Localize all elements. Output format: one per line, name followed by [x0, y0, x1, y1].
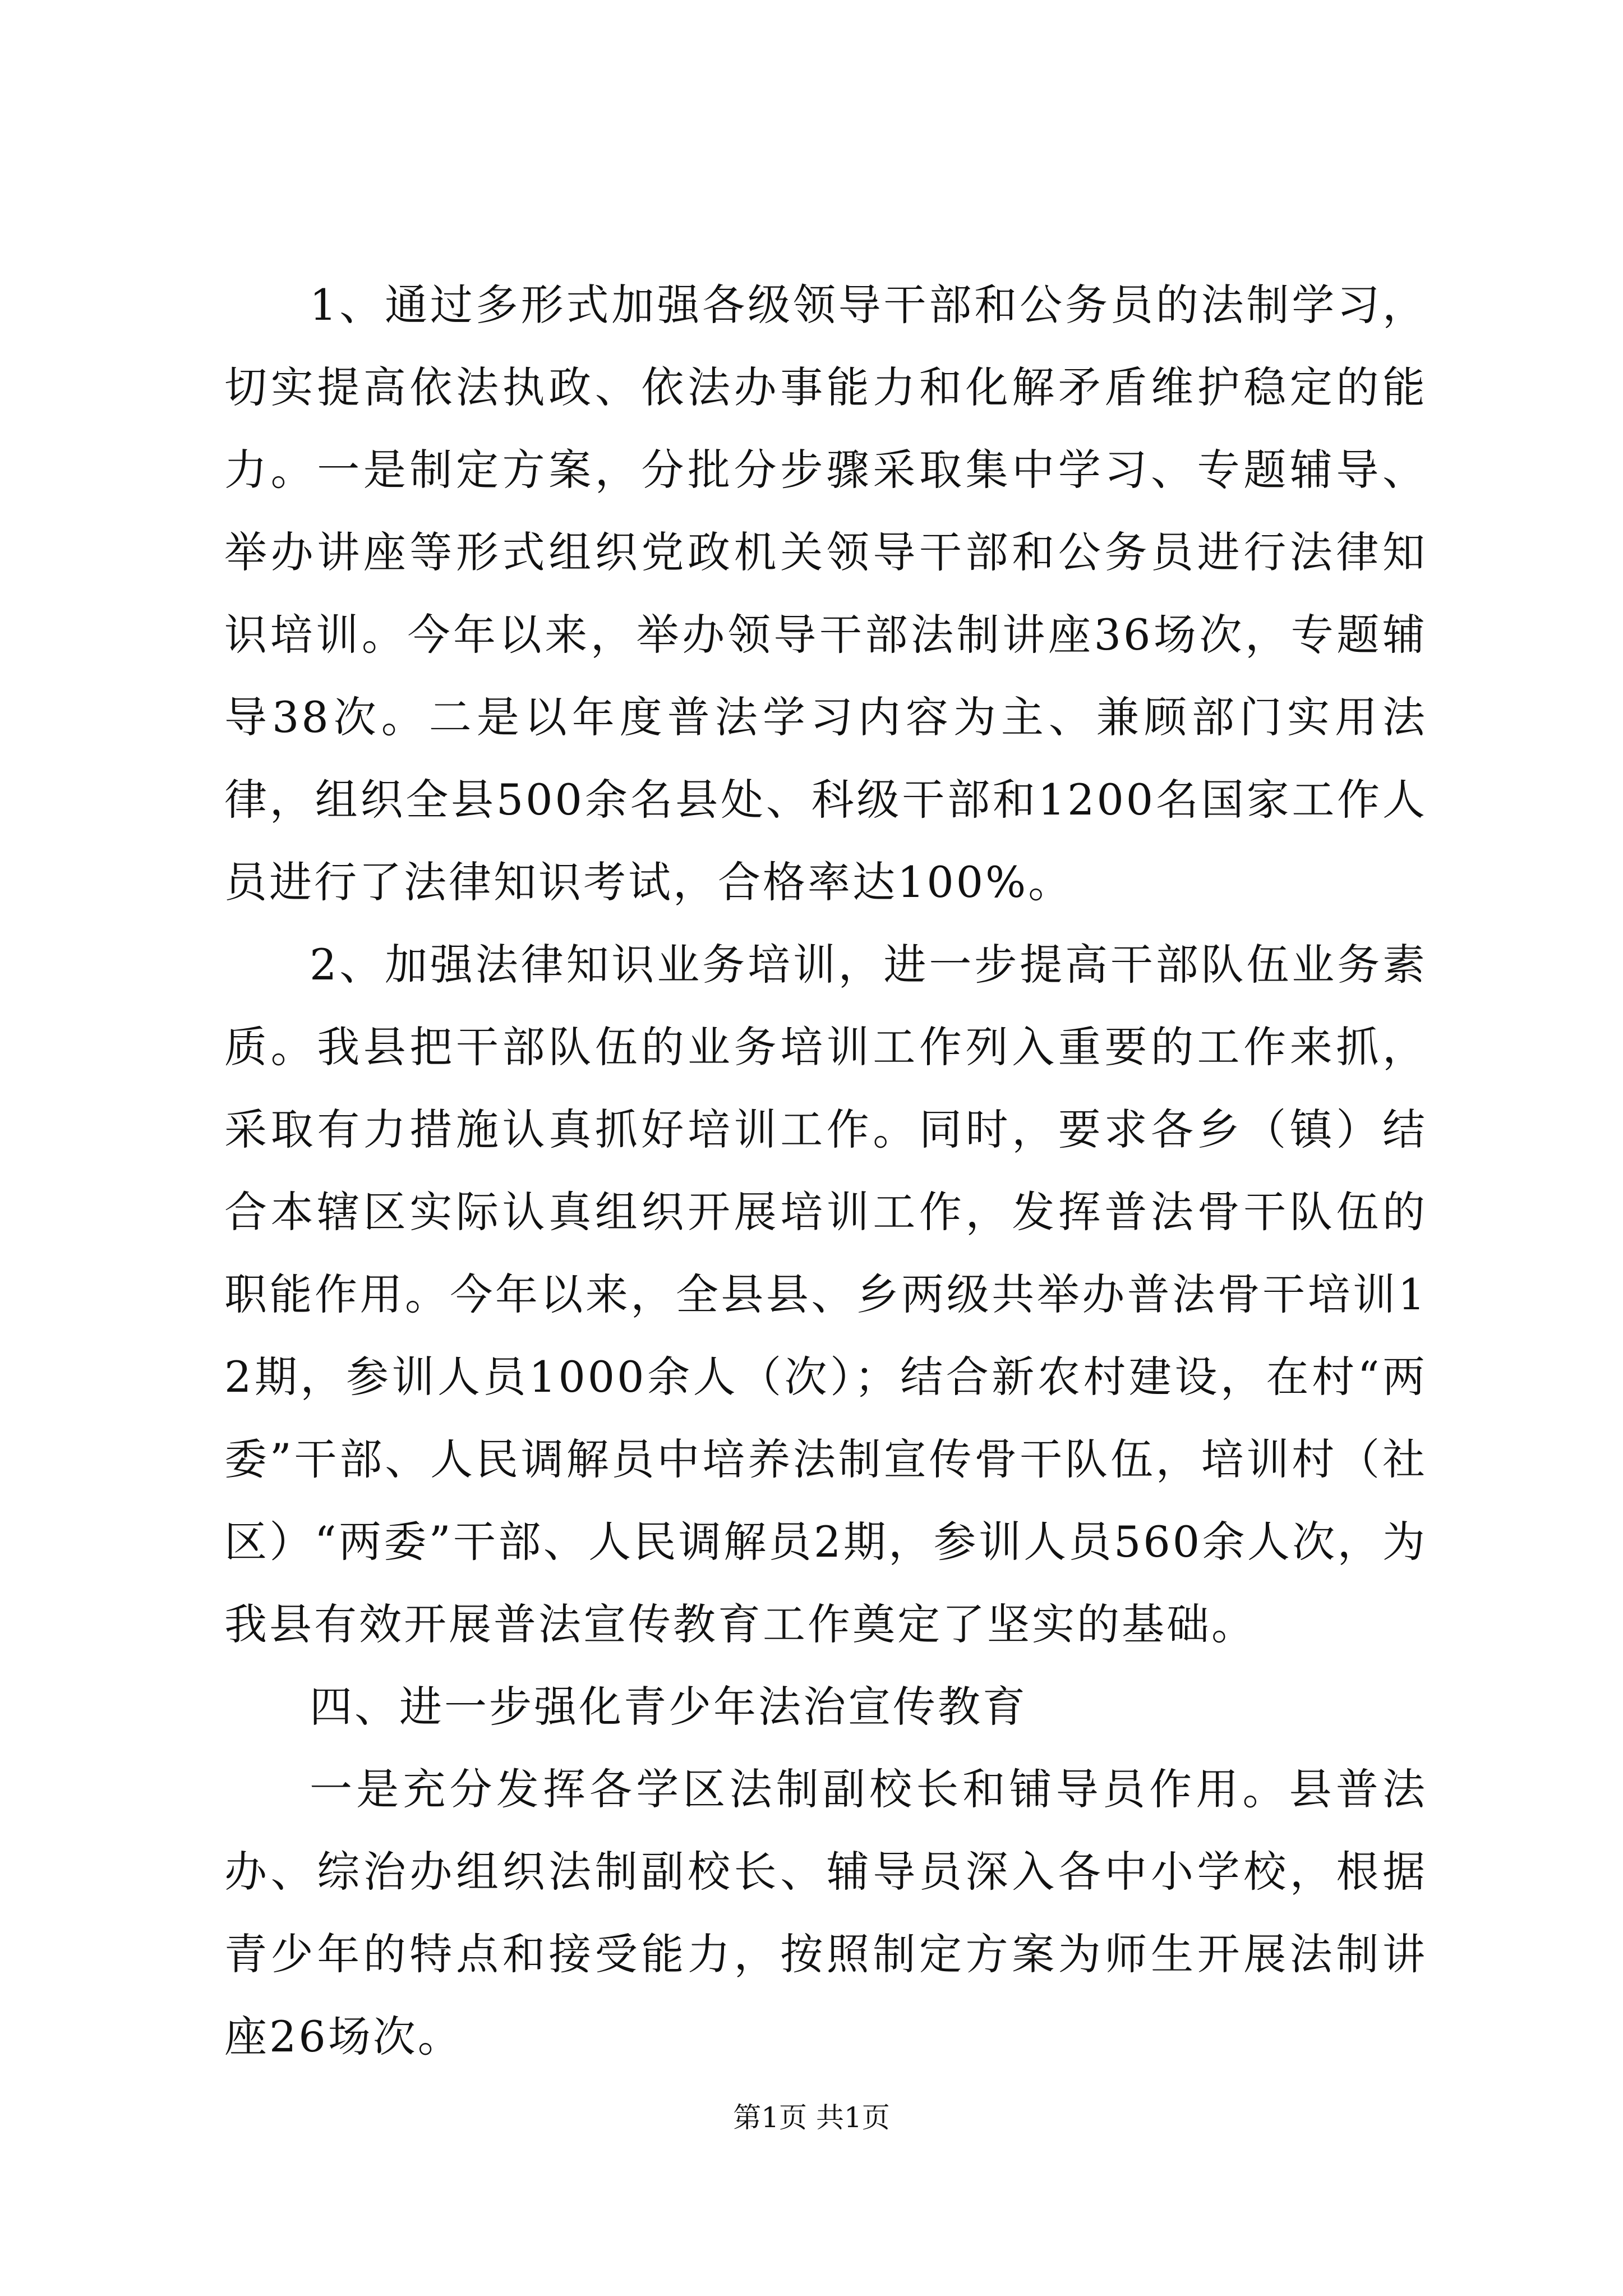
- paragraph-2: 2、加强法律知识业务培训，进一步提高干部队伍业务素质。我县把干部队伍的业务培训工作列入重要的工作来抓，采取有力措施认真抓好培训工作。同时，要求各乡（镇）结合本辖区实际认真组织开展培训工作，发挥普法骨干队伍的职能作用。今年以来，全县县、乡两级共举办普法骨干培训12期，参训人员1000余人（次）；结合新农村建设，在村“两委”干部、人民调解员中培养法制宣传骨干队伍，培训村（社区）“两委”干部、人民调解员2期，参训人员560余人次，为我县有效开展普法宣传教育工作奠定了坚实的基础。: [224, 940, 1427, 1649]
- page-footer: 第1页 共1页: [733, 2101, 890, 2134]
- section-heading: 四、进一步强化青少年法治宣传教育: [310, 1682, 1027, 1732]
- document-body: [224, 264, 1427, 2078]
- paragraph-1: 1、通过多形式加强各级领导干部和公务员的法制学习，切实提高依法执政、依法办事能力和化解矛盾维护稳定的能力。一是制定方案，分批分步骤采取集中学习、专题辅导、举办讲座等形式组织党政机关领导干部和公务员进行法律知识培训。今年以来，举办领导干部法制讲座36场次，专题辅导38次。二是以年度普法学习内容为主、兼顾部门实用法律，组织全县500余名县处、科级干部和1200名国家工作人员进行了法律知识考试，合格率达100%。: [224, 280, 1427, 907]
- paragraph-3: 一是充分发挥各学区法制副校长和铺导员作用。县普法办、综治办组织法制副校长、辅导员深入各中小学校，根据青少年的特点和接受能力，按照制定方案为师生开展法制讲座26场次。: [224, 1764, 1427, 2062]
